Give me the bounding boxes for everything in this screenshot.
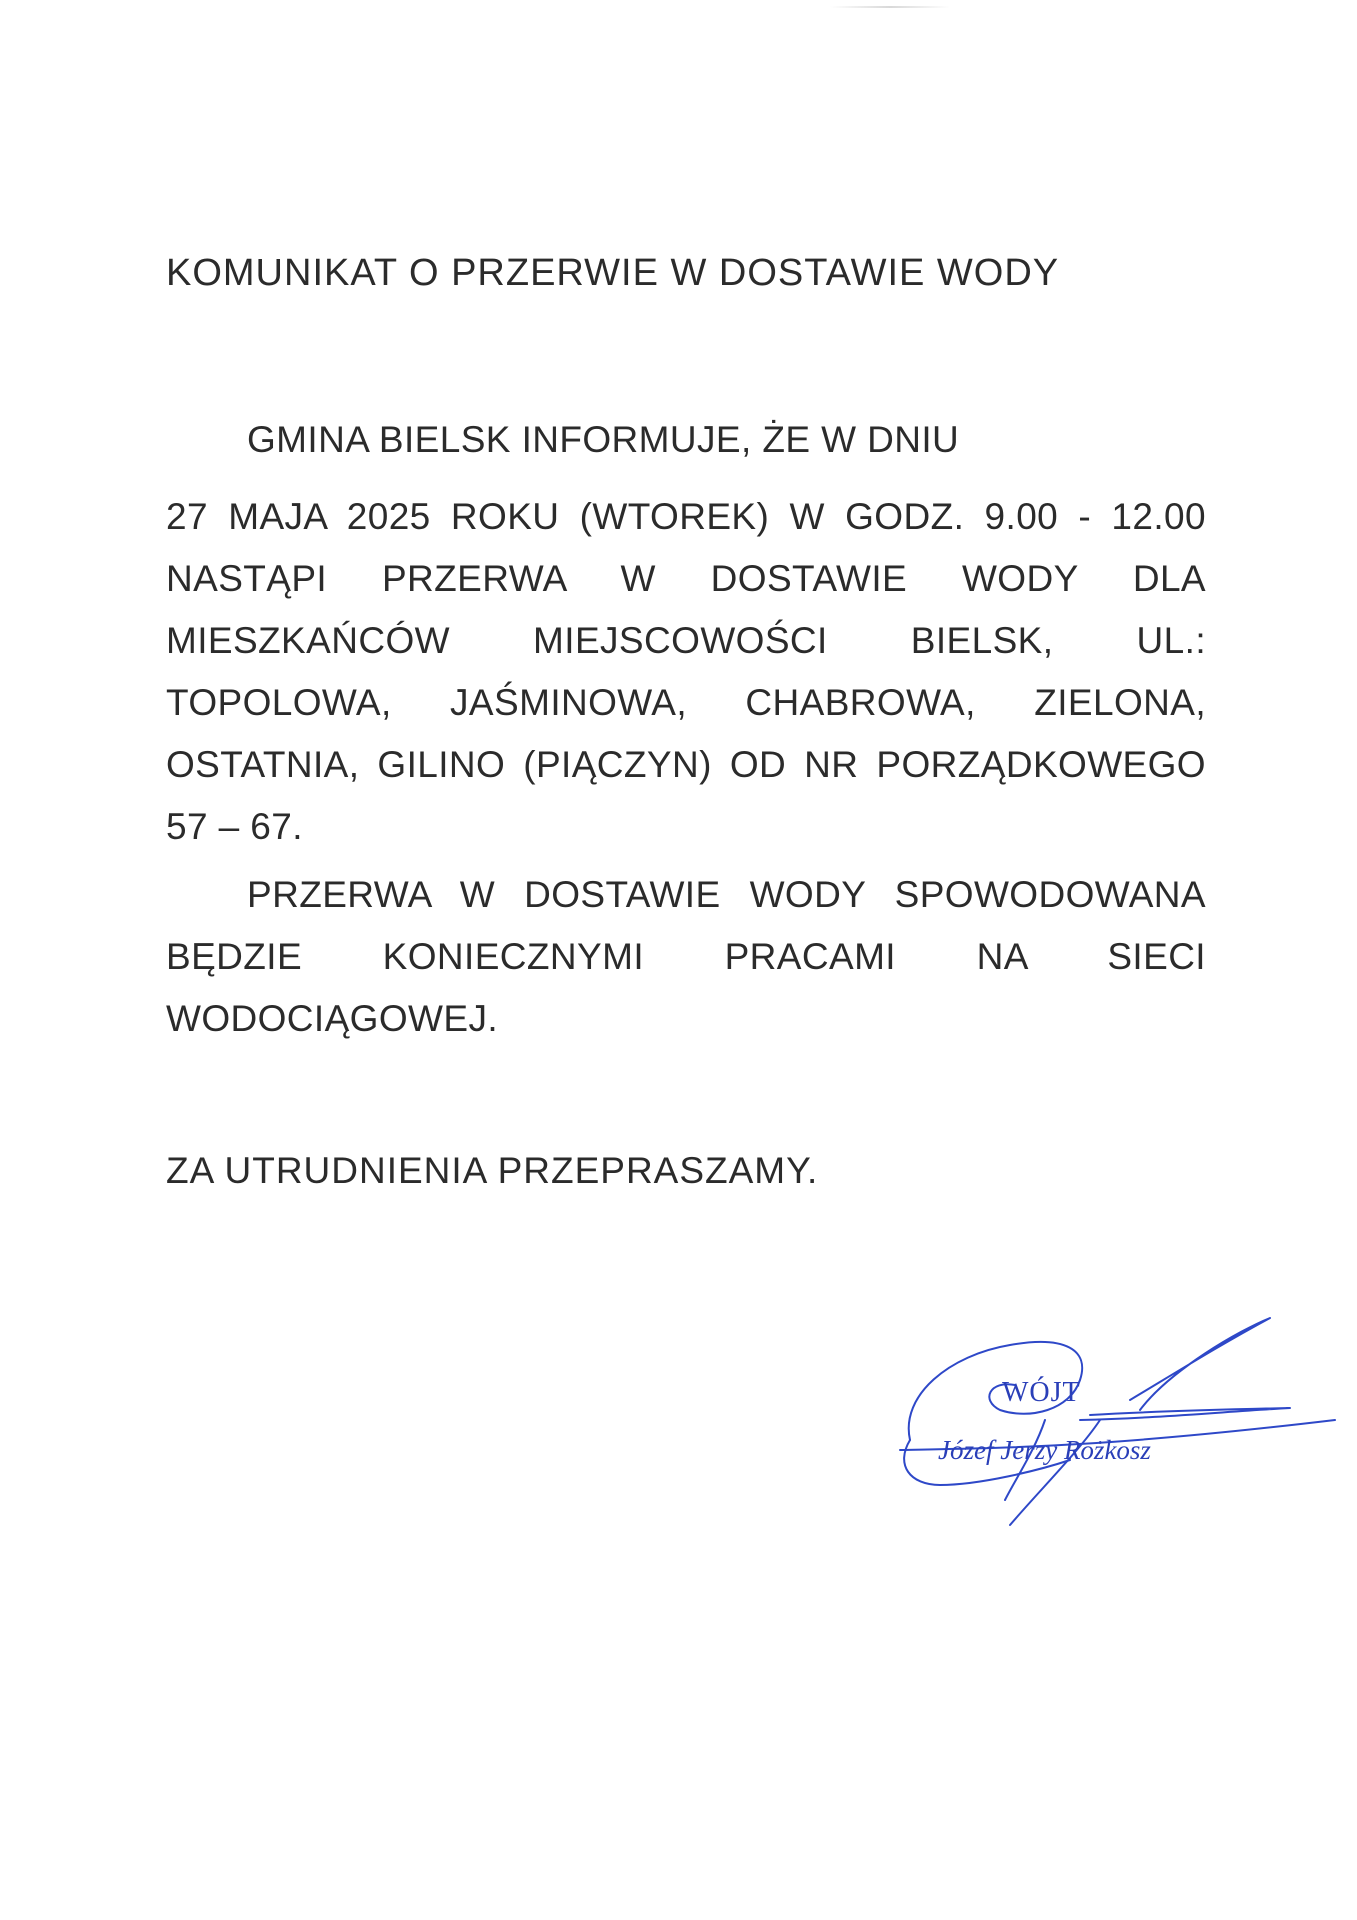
apology-line: ZA UTRUDNIENIA PRZEPRASZAMY. (166, 1150, 819, 1191)
signature-name: Józef Jerzy Rożkosz (938, 1435, 1151, 1465)
page-title: KOMUNIKAT O PRZERWIE W DOSTAWIE WODY (166, 252, 1060, 294)
scan-edge-mark (830, 6, 950, 8)
intro-line: GMINA BIELSK INFORMUJE, ŻE W DNIU (247, 419, 960, 460)
handwritten-signature (840, 1300, 1340, 1550)
main-paragraph: 27 MAJA 2025 ROKU (WTOREK) W GODZ. 9.00 - 12.00 NASTĄPI PRZERWA W DOSTAWIE WODY DLA MIESZKAŃCÓW MIEJSCOWOŚCI BIELSK, UL.: TOPOLOWA, JAŚMINOWA, CHABROWA, ZIELONA, OSTATNIA, GILINO (PIĄCZYN) OD NR PORZĄDKOWEGO 57 – 67. (166, 496, 1206, 847)
signature-role: WÓJT (1002, 1377, 1081, 1408)
reason-paragraph: PRZERWA W DOSTAWIE WODY SPOWODOWANA BĘDZIE KONIECZNYMI PRACAMI NA SIECI WODOCIĄGOWEJ. (166, 874, 1206, 1039)
signature-block (840, 1300, 1340, 1550)
